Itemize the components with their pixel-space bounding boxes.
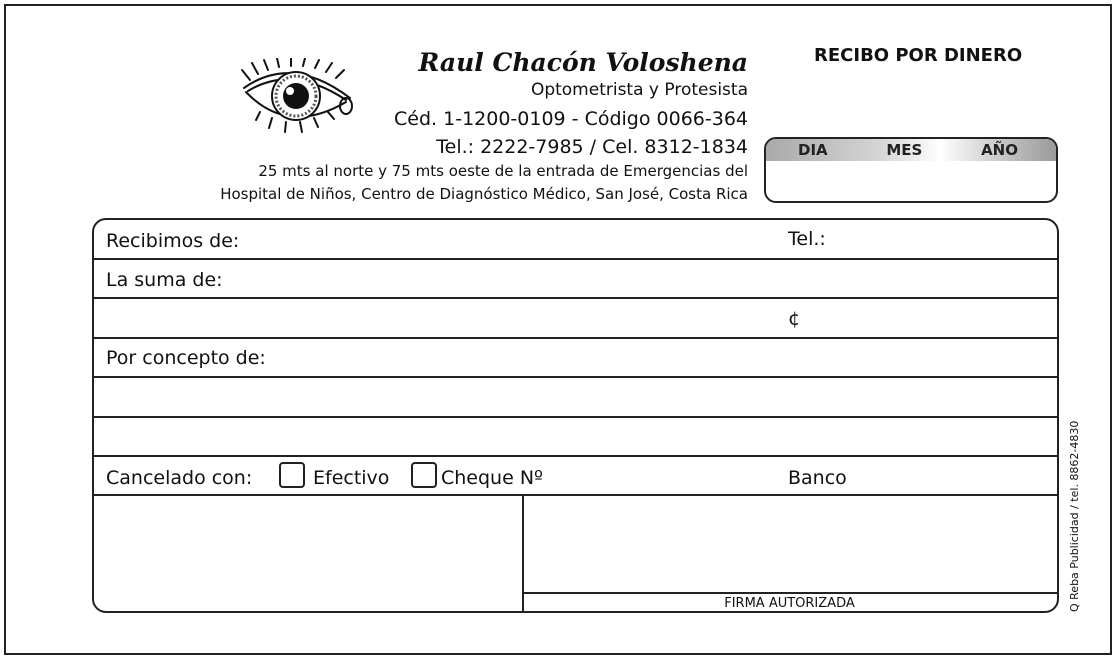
row-divider <box>94 494 1057 496</box>
id-line: Céd. 1-1200-0109 - Código 0066-364 <box>394 108 748 130</box>
receipt-form <box>92 218 1059 613</box>
tel-label: Tel.: <box>788 228 826 250</box>
cash-label: Efectivo <box>313 467 390 489</box>
signature-label: FIRMA AUTORIZADA <box>724 596 855 611</box>
check-checkbox[interactable] <box>411 462 437 488</box>
month-label: MES <box>886 141 923 159</box>
year-label: AÑO <box>981 141 1018 159</box>
row-divider <box>94 455 1057 457</box>
row-divider <box>94 258 1057 260</box>
address-line-2: Hospital de Niños, Centro de Diagnóstico Médico, San José, Costa Rica <box>220 185 748 203</box>
currency-symbol: ¢ <box>788 308 801 330</box>
received-from-label: Recibimos de: <box>106 230 240 252</box>
receipt-title: RECIBO POR DINERO <box>814 45 1023 66</box>
signature-line <box>522 592 1057 594</box>
row-divider <box>94 297 1057 299</box>
row-divider <box>94 416 1057 418</box>
date-box <box>764 137 1058 203</box>
row-divider <box>94 376 1057 378</box>
phone-line: Tel.: 2222-7985 / Cel. 8312-1834 <box>436 136 748 158</box>
cash-checkbox[interactable] <box>279 462 305 488</box>
printer-credit: Q Reba Publicidad / tel. 8862-4830 <box>1068 420 1081 612</box>
address-line-1: 25 mts al norte y 75 mts oeste de la entrada de Emergencias del <box>258 162 748 180</box>
profession: Optometrista y Protesista <box>530 80 748 100</box>
concept-label: Por concepto de: <box>106 347 266 369</box>
row-divider <box>94 337 1057 339</box>
bank-label: Banco <box>788 467 847 489</box>
check-label: Cheque Nº <box>441 467 543 489</box>
sum-of-label: La suma de: <box>106 269 223 291</box>
eye-icon <box>238 58 364 138</box>
date-header <box>766 139 1056 161</box>
practitioner-name: Raul Chacón Voloshena <box>418 48 748 77</box>
paid-with-label: Cancelado con: <box>106 467 253 489</box>
day-label: DIA <box>798 141 828 159</box>
